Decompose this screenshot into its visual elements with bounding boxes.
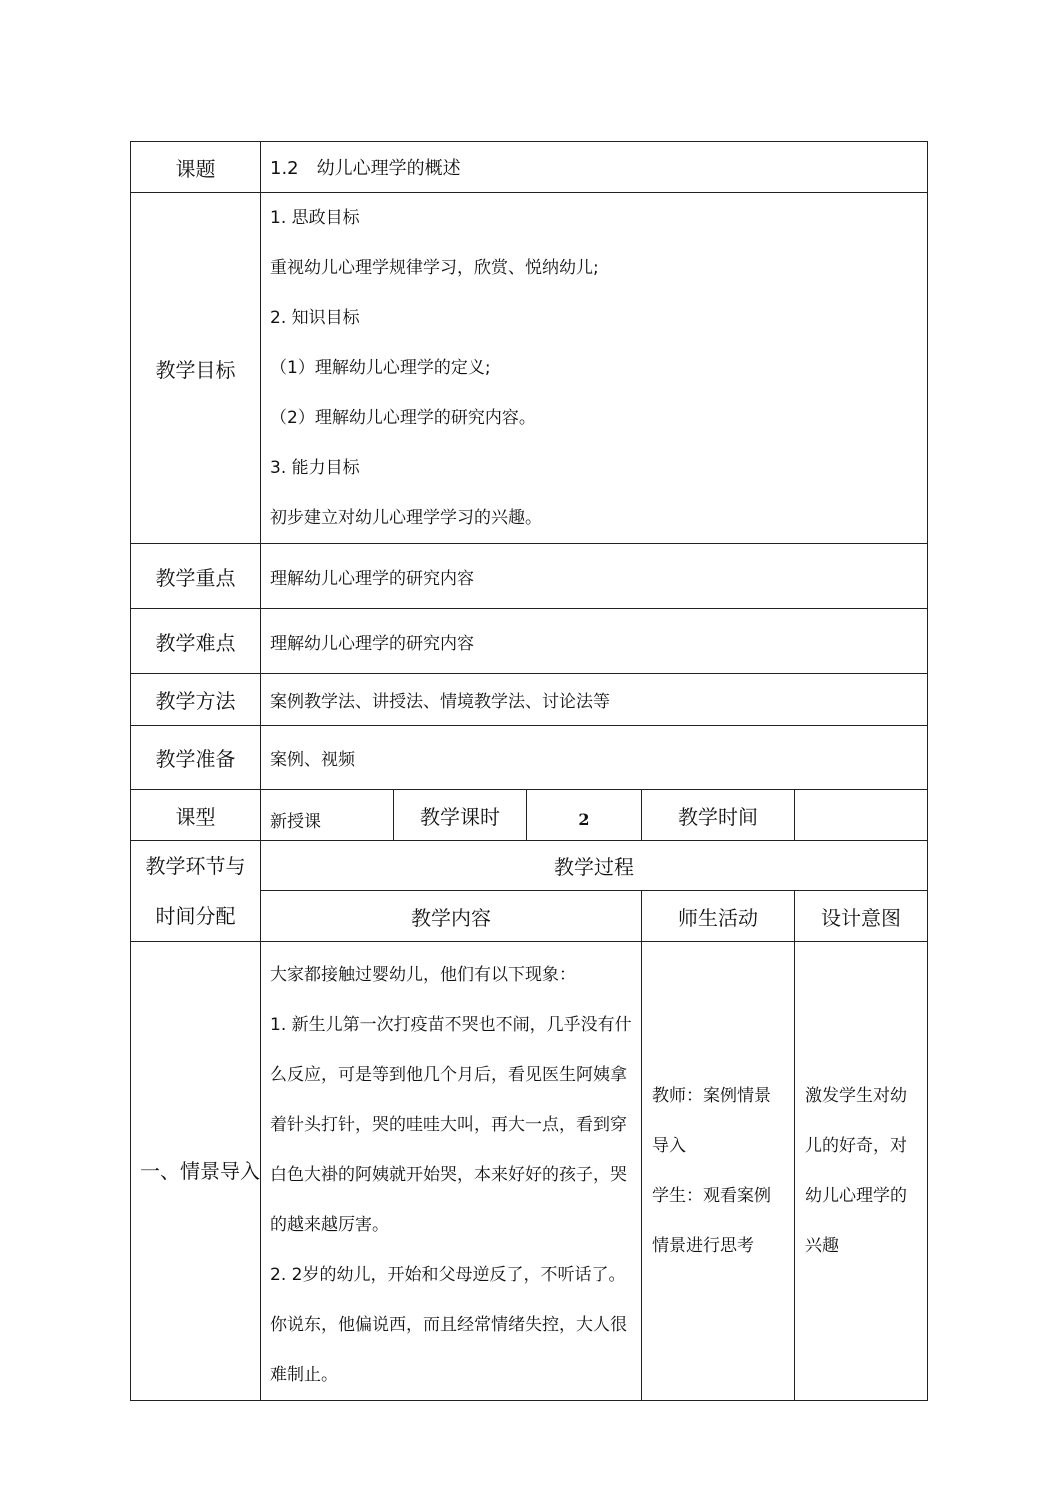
title-label: 课题 [131, 142, 261, 193]
objective-line: 2. 知识目标 [270, 308, 360, 328]
preparation-label: 教学准备 [131, 726, 261, 790]
stage-header-line2: 时间分配 [155, 904, 236, 928]
content-paragraph: 2. 2岁的幼儿，开始和父母逆反了，不听话了。你说东，他偏说西，而且经常情绪失控，大人很难制止。 [270, 1265, 627, 1385]
stage-header [131, 841, 261, 942]
objectives-cell [261, 193, 928, 544]
title-value: 1.2 幼儿心理学的概述 [261, 142, 928, 193]
activity-header: 师生活动 [642, 891, 795, 942]
activity-line: 教师：案例情景导入 [652, 1086, 771, 1156]
content-paragraph: 大家都接触过婴幼儿，他们有以下现象： [270, 965, 576, 985]
content-paragraph: 1. 新生儿第一次打疫苗不哭也不闹，几乎没有什么反应，可是等到他几个月后，看见医生阿姨拿着针头打针，哭的哇哇大叫，再大一点，看到穿白色大褂的阿姨就开始哭，本来好好的孩子，哭的越来越厉害。 [270, 1015, 632, 1235]
preparation-value: 案例、视频 [261, 726, 928, 790]
key-points-row [131, 544, 928, 609]
stage-cell: 一、情景导入 [131, 942, 261, 1401]
hours-value: 2 [527, 790, 642, 841]
methods-value: 案例教学法、讲授法、情境教学法、讨论法等 [261, 674, 928, 726]
title-row [131, 142, 928, 193]
activity-line: 学生：观看案例情景进行思考 [652, 1186, 771, 1256]
objective-line: 3. 能力目标 [270, 458, 360, 478]
key-points-value: 理解幼儿心理学的研究内容 [261, 544, 928, 609]
process-row [131, 942, 928, 1401]
intent-header: 设计意图 [795, 891, 928, 942]
objective-line: 1. 思政目标 [270, 208, 360, 228]
objective-line: 初步建立对幼儿心理学学习的兴趣。 [270, 508, 542, 528]
difficulties-value: 理解幼儿心理学的研究内容 [261, 609, 928, 674]
preparation-row [131, 726, 928, 790]
difficulties-row [131, 609, 928, 674]
objective-line: 重视幼儿心理学规律学习，欣赏、悦纳幼儿; [270, 258, 599, 278]
process-header-row [131, 841, 928, 891]
type-value: 新授课 [261, 790, 394, 841]
objective-line: （2）理解幼儿心理学的研究内容。 [270, 408, 536, 428]
lesson-plan-table [130, 141, 928, 1401]
activity-cell [642, 942, 795, 1401]
type-label: 课型 [131, 790, 261, 841]
process-header: 教学过程 [261, 841, 928, 891]
content-cell [261, 942, 642, 1401]
lesson-type-row [131, 790, 928, 841]
key-points-label: 教学重点 [131, 544, 261, 609]
methods-row [131, 674, 928, 726]
objectives-label: 教学目标 [131, 193, 261, 544]
objective-line: （1）理解幼儿心理学的定义; [270, 358, 491, 378]
stage-header-line1: 教学环节与 [145, 854, 246, 878]
time-value [795, 790, 928, 841]
objectives-row [131, 193, 928, 544]
intent-cell: 激发学生对幼儿的好奇，对幼儿心理学的兴趣 [795, 942, 928, 1401]
content-header: 教学内容 [261, 891, 642, 942]
time-label: 教学时间 [642, 790, 795, 841]
difficulties-label: 教学难点 [131, 609, 261, 674]
hours-label: 教学课时 [394, 790, 527, 841]
methods-label: 教学方法 [131, 674, 261, 726]
